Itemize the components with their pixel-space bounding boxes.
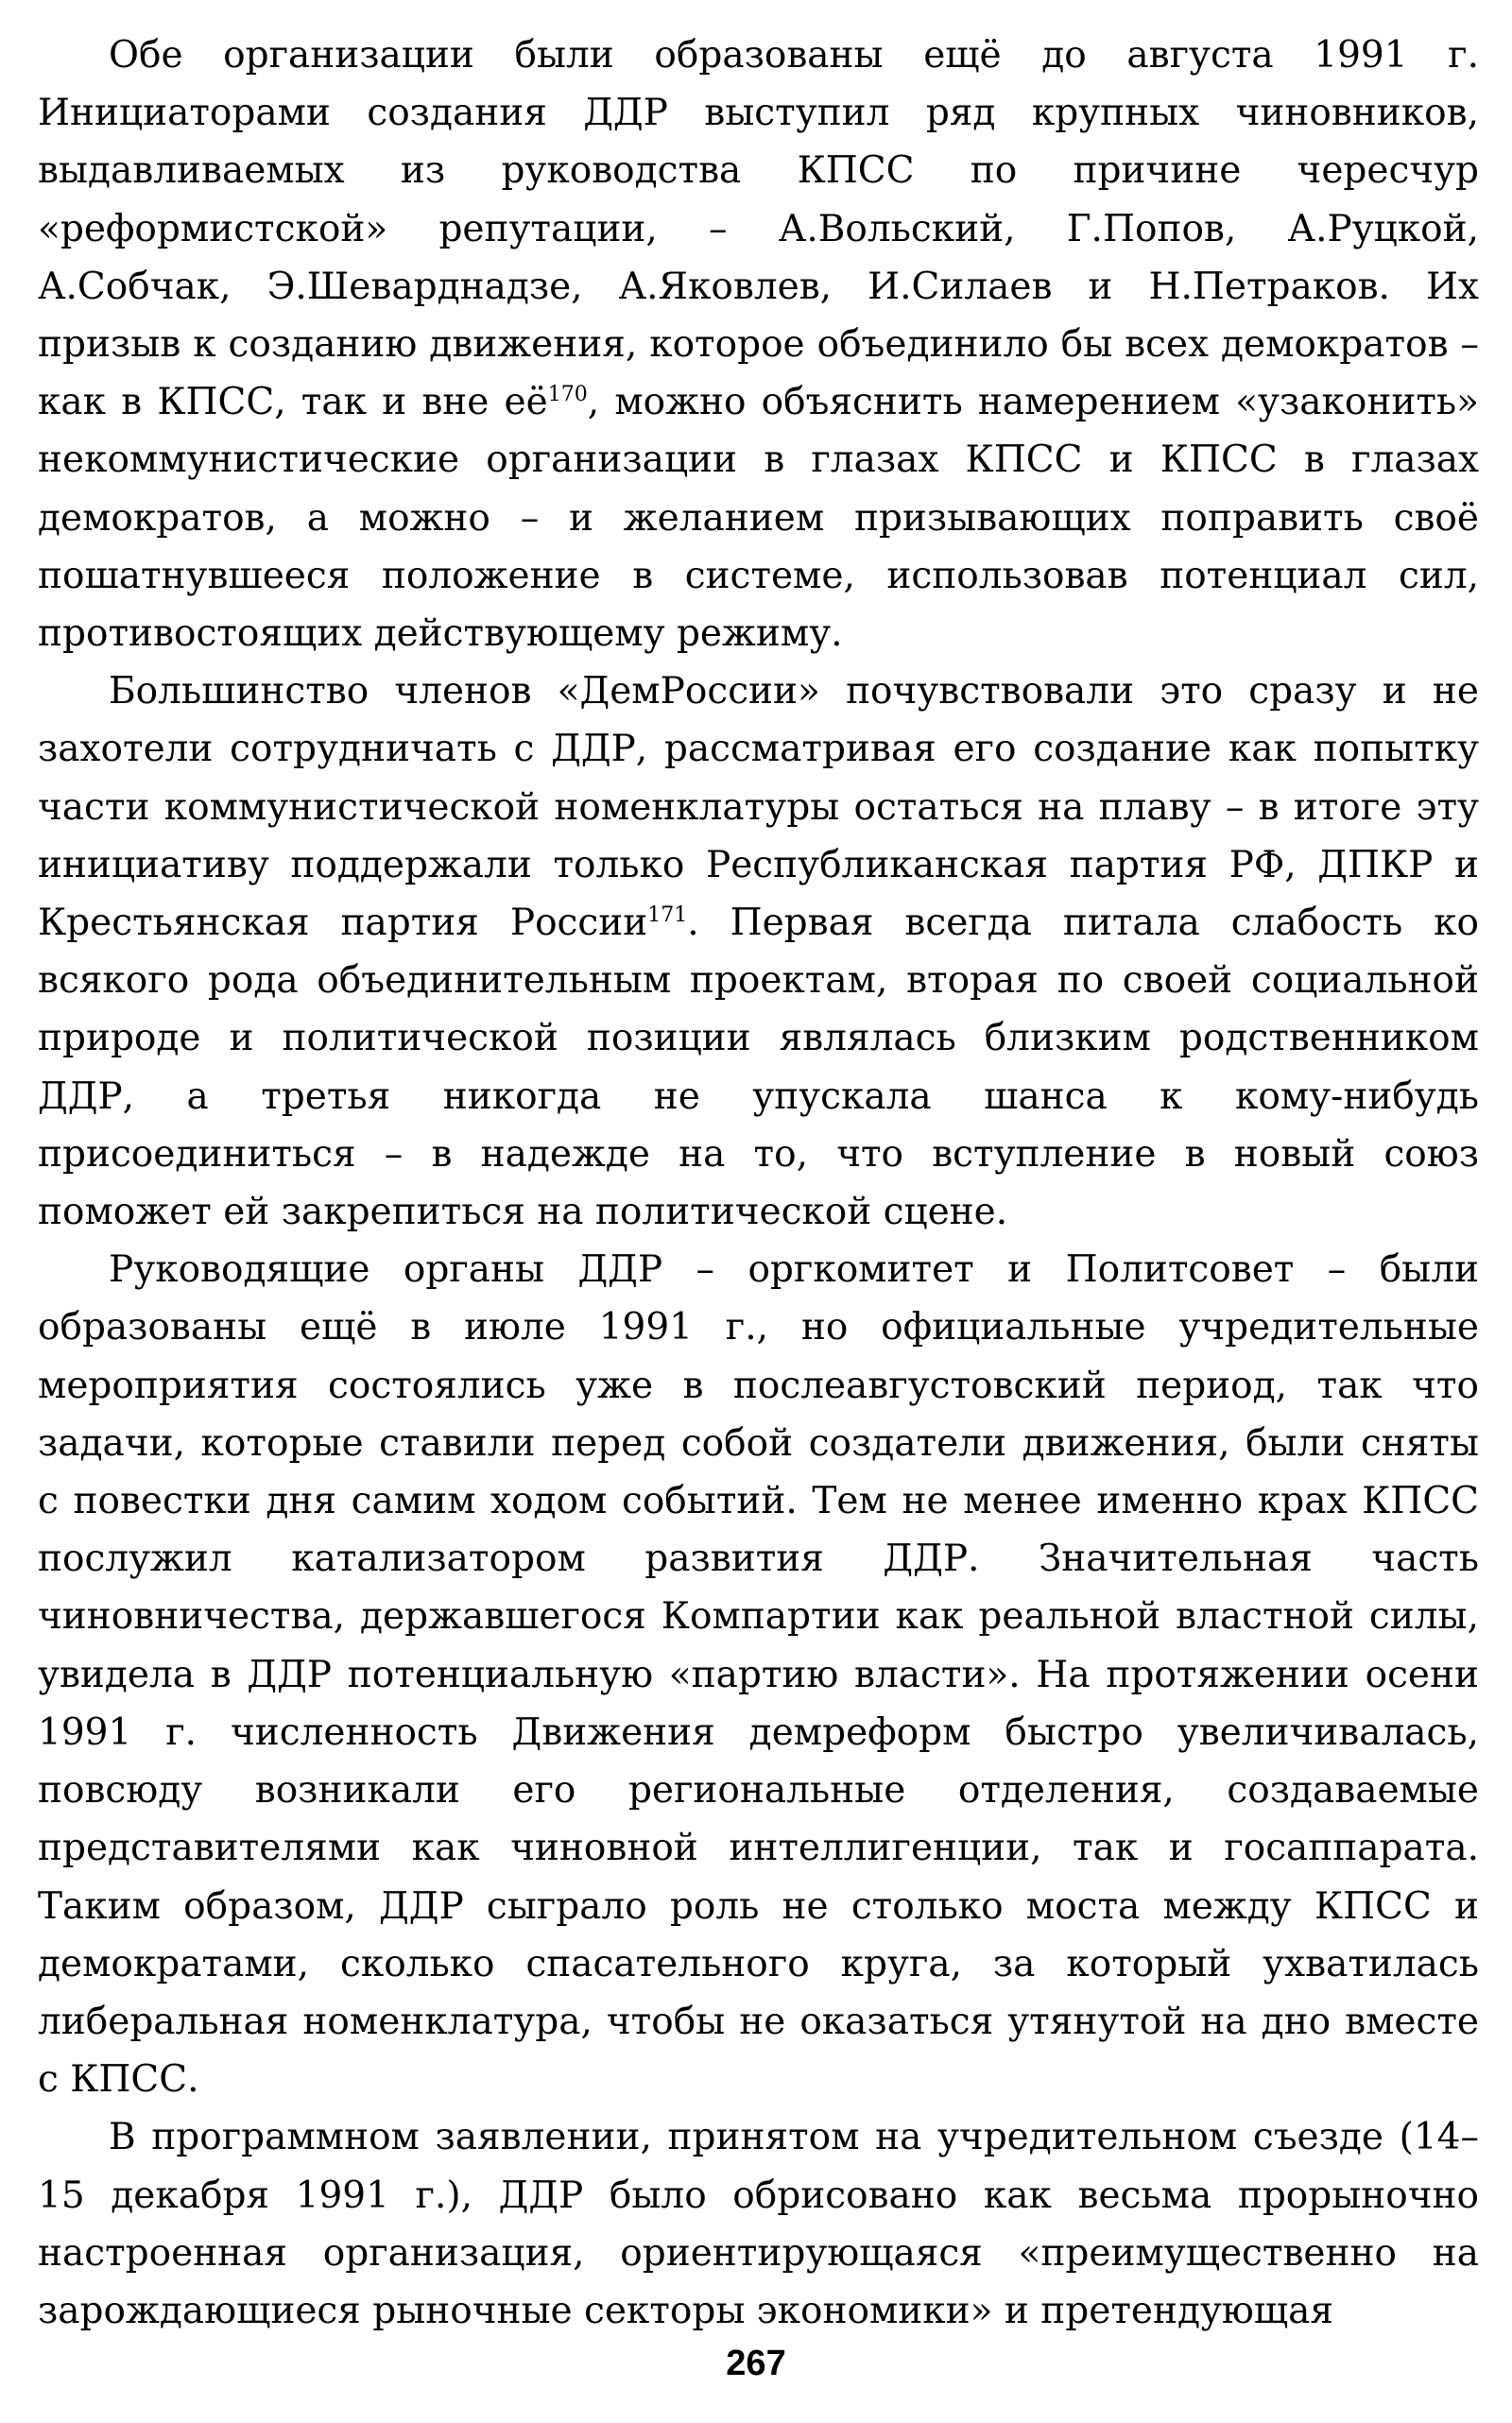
paragraph-3: Руководящие органы ДДР – оргкомитет и Политсовет – были образованы ещё в июле 1991 г., но официальные учредительные мероприятия состоялись уже в послеавгустовский период, так что задачи, которые ставили перед собой создатели движения, были сняты с повестки дня самим ходом событий. Тем не менее именно крах КПСС послужил катализатором развития ДДР. Значительная часть чиновничества, державшегося Компартии как реальной властной силы, увидела в ДДР потенциальную «партию власти». На протяжении осени 1991 г. численность Движения демреформ быстро увеличивалась, повсюду возникали его региональные отделения, создаваемые представителями как чиновной интеллигенции, так и госаппарата. Таким образом, ДДР сыграло роль не столько моста между КПСС и демократами, сколько спасательного круга, за который ухватилась либеральная номенклатура, чтобы не оказаться утянутой на дно вместе с КПСС. <box>38 1248 1479 2102</box>
paragraph-1-text-b: , можно объяснить намерением «узаконить» некоммунистические организации в глазах КПСС и КПСС в глазах демократов, а можно – и желанием призывающих поправить своё пошатнувшееся положение в системе, использовав потенциал сил, противостоящих действующему режиму. <box>38 381 1480 656</box>
footnote-ref-170[interactable]: 170 <box>547 383 588 407</box>
paragraph-4: В программном заявлении, принятом на учредительном съезде (14–15 декабря 1991 г.), ДДР было обрисовано как весьма прорыночно настроенная организация, ориентирующаяся «преимущественно на зарождающиеся рыночные секторы экономики» и претендующая <box>38 2116 1479 2332</box>
page-number: 267 <box>726 2344 786 2383</box>
paragraph-2-text-b: . Первая всегда питала слабость ко всякого рода объединительным проектам, вторая по своей социальной природе и политической позиции являлась близким родственником ДДР, а третья никогда не упускала шанса к кому-нибудь присоединиться – в надежде на то, что вступление в новый союз поможет ей закрепиться на политической сцене. <box>38 902 1479 1234</box>
body-text <box>38 26 1479 2340</box>
footnote-ref-171[interactable]: 171 <box>647 903 688 928</box>
paragraph-1-text-a: Обе организации были образованы ещё до августа 1991 г. Инициаторами создания ДДР выступил ряд крупных чиновников, выдавливаемых из руководства КПСС по причине чересчур «реформистской» репутации, – А.Вольский, Г.Попов, А.Руцкой, А.Собчак, Э.Шеварднадзе, А.Яковлев, И.Силаев и Н.Петраков. Их призыв к созданию движения, которое объединило бы всех демократов – как в КПСС, так и вне её <box>38 34 1479 424</box>
paragraph-2 <box>38 662 1479 1241</box>
paragraph-1 <box>38 26 1479 662</box>
paragraph-2-text-a: Большинство членов «ДемРоссии» почувствовали это сразу и не захотели сотрудничать с ДДР, рассматривая его создание как попытку части коммунистической номенклатуры остаться на плаву – в итоге эту инициативу поддержали только Республиканская партия РФ, ДПКР и Крестьянская партия России <box>38 670 1479 945</box>
